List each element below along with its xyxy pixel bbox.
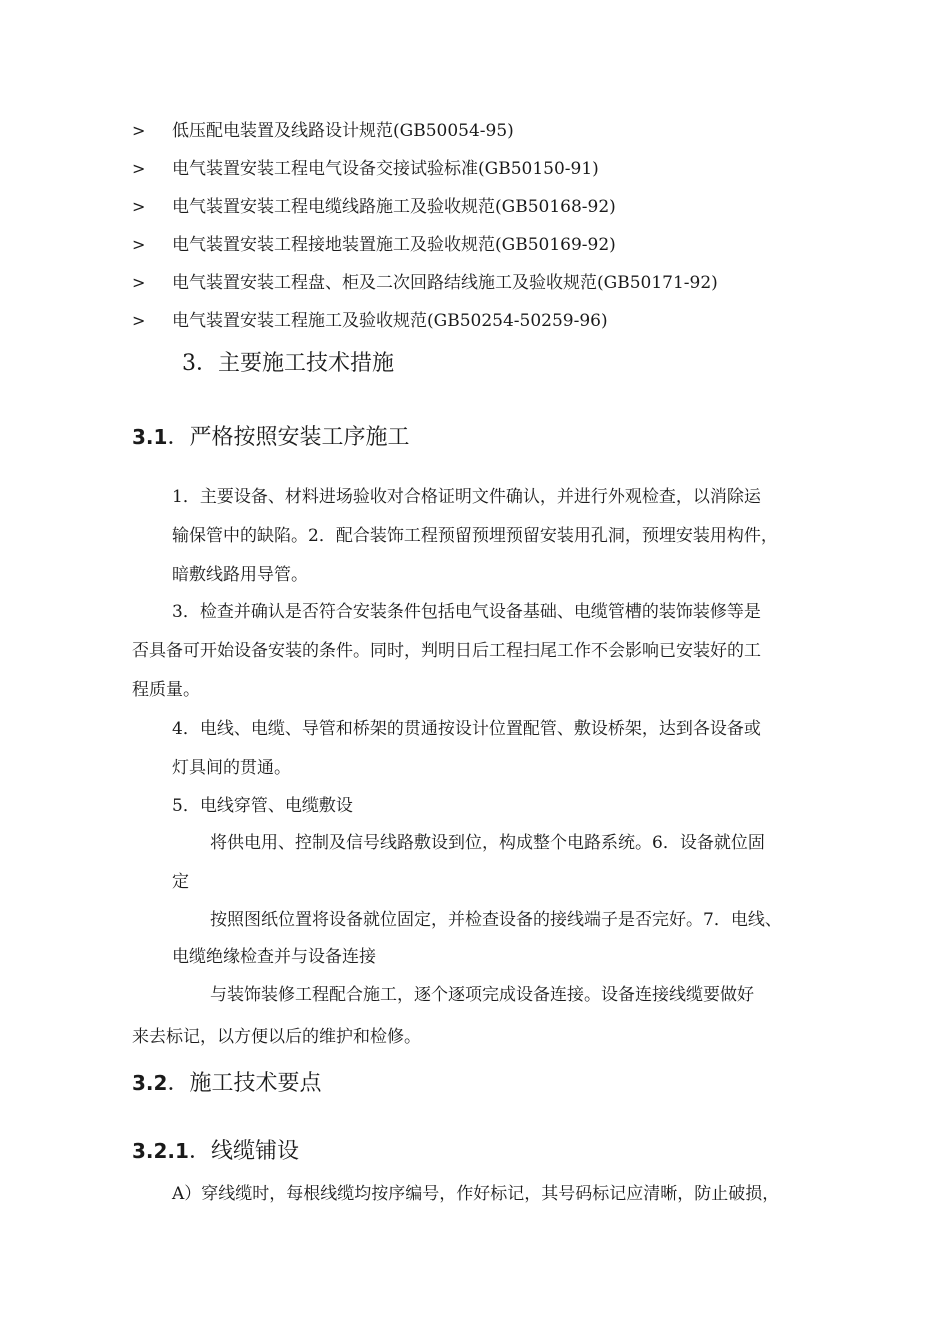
paragraph-line: 程质量。 — [132, 680, 200, 700]
subsection-heading — [132, 420, 409, 451]
standard-item — [132, 230, 616, 255]
standard-item — [132, 306, 608, 331]
standard-item — [132, 192, 616, 217]
paragraph-line: 1．主要设备、材料进场验收对合格证明文件确认，并进行外观检查，以消除运 — [172, 487, 761, 507]
bullet-marker: > — [132, 235, 146, 254]
standard-item — [132, 154, 599, 179]
standard-text: 电气装置安装工程电气设备交接试验标准(GB50150-91) — [172, 159, 599, 179]
paragraph-line: 4．电线、电缆、导管和桥架的贯通按设计位置配管、敷设桥架，达到各设备或 — [172, 719, 761, 739]
section-title: ．施工技术要点 — [167, 1071, 322, 1096]
paragraph-line: 将供电用、控制及信号线路敷设到位，构成整个电路系统。6．设备就位固 — [210, 833, 765, 853]
standard-text: 电气装置安装工程盘、柜及二次回路结线施工及验收规范(GB50171-92) — [172, 273, 718, 293]
section-title: ．线缆铺设 — [188, 1139, 299, 1164]
standard-text: 电气装置安装工程电缆线路施工及验收规范(GB50168-92) — [172, 197, 616, 217]
paragraph-line: 暗敷线路用导管。 — [172, 565, 308, 585]
paragraph-line: 与装饰装修工程配合施工，逐个逐项完成设备连接。设备连接线缆要做好 — [210, 985, 754, 1005]
paragraph-line: 3．检查并确认是否符合安装条件包括电气设备基础、电缆管槽的装饰装修等是 — [172, 602, 761, 622]
section-title: ．严格按照安装工序施工 — [167, 425, 410, 450]
bullet-marker: > — [132, 197, 146, 216]
paragraph-line: 否具备可开始设备安装的条件。同时，判明日后工程扫尾工作不会影响已安装好的工 — [132, 641, 761, 661]
subsection-heading — [132, 1066, 321, 1097]
standard-item — [132, 268, 718, 293]
bullet-marker: > — [132, 121, 146, 140]
standard-text: 电气装置安装工程接地装置施工及验收规范(GB50169-92) — [172, 235, 616, 255]
section-number: 3.2 — [132, 1071, 168, 1095]
paragraph-line: 5．电线穿管、电缆敷设 — [172, 796, 353, 816]
paragraph-line: 电缆绝缘检查并与设备连接 — [172, 947, 376, 967]
bullet-marker: > — [132, 159, 146, 178]
paragraph-line: 灯具间的贯通。 — [172, 758, 291, 778]
subsubsection-heading — [132, 1134, 299, 1165]
paragraph-line: A）穿线缆时，每根线缆均按序编号，作好标记，其号码标记应清晰，防止破损， — [172, 1184, 780, 1204]
paragraph-line: 定 — [172, 872, 189, 892]
paragraph-line: 按照图纸位置将设备就位固定，并检查设备的接线端子是否完好。7．电线、 — [210, 910, 782, 930]
standard-item — [132, 116, 514, 141]
standard-text: 低压配电装置及线路设计规范(GB50054-95) — [172, 121, 514, 141]
paragraph-line: 来去标记，以方便以后的维护和检修。 — [132, 1027, 421, 1047]
bullet-marker: > — [132, 311, 146, 330]
bullet-marker: > — [132, 273, 146, 292]
section-number: 3.2.1 — [132, 1139, 189, 1163]
paragraph-line: 输保管中的缺陷。2．配合装饰工程预留预埋预留安装用孔洞，预埋安装用构件， — [172, 526, 778, 546]
section-number: 3.1 — [132, 425, 168, 449]
section-heading: 3．主要施工技术措施 — [182, 351, 394, 376]
standard-text: 电气装置安装工程施工及验收规范(GB50254-50259-96) — [172, 311, 608, 331]
